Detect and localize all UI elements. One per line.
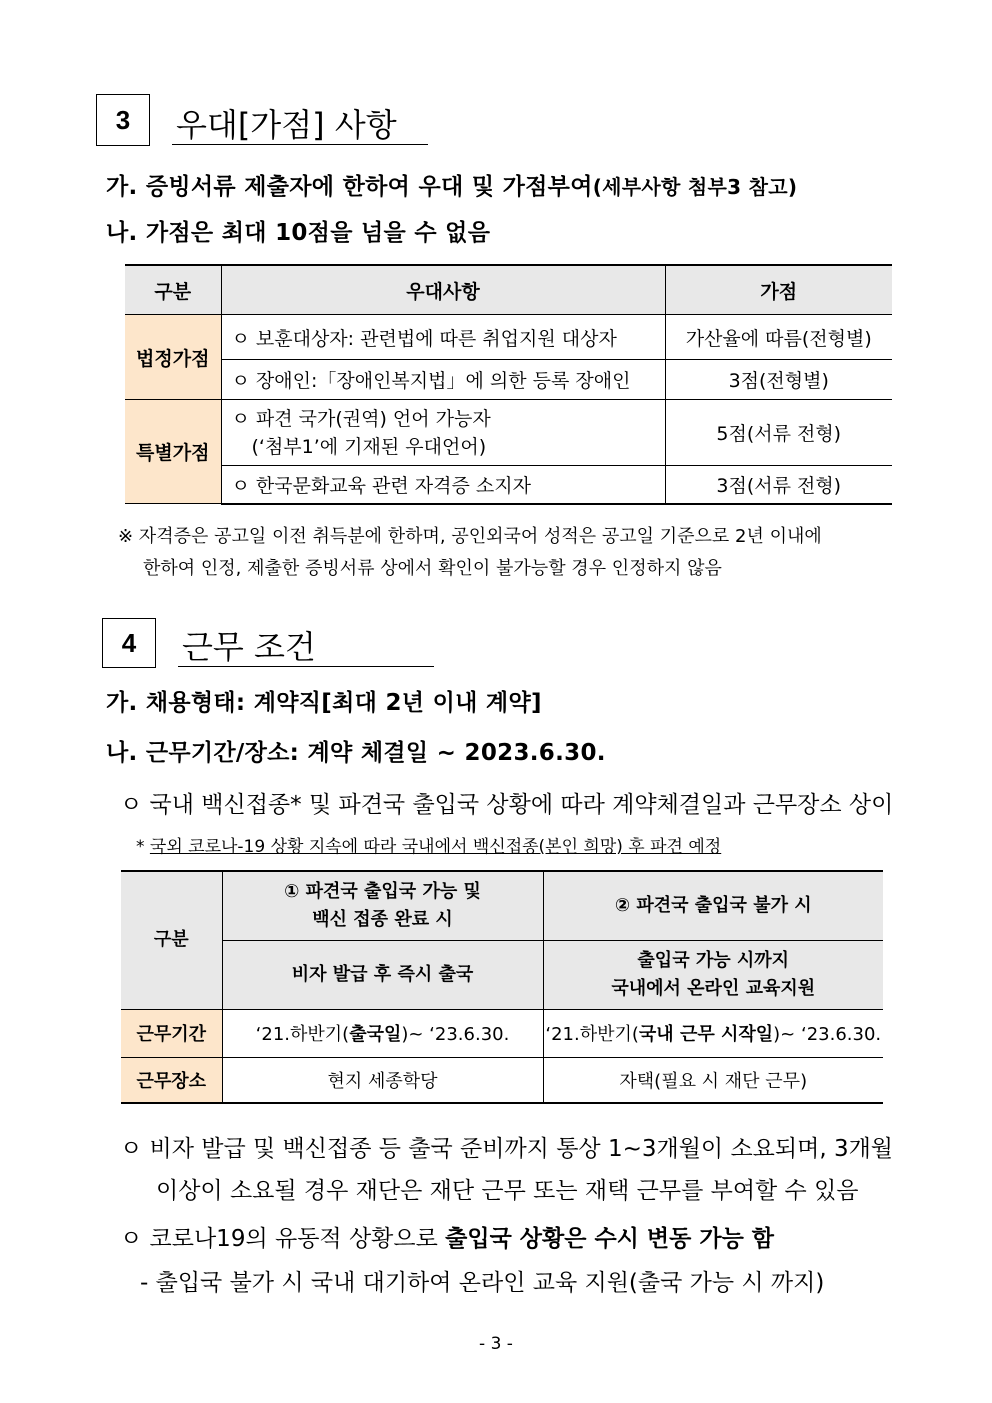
table-subheader-row	[121, 940, 883, 1009]
header-preference: 우대사항	[221, 265, 665, 315]
period-case-1-pre: ‘21.하반기(	[255, 1024, 350, 1045]
category-legal: 법정가점	[125, 315, 221, 400]
header-case-1-line2: 백신 접종 완료 시	[312, 908, 453, 930]
section-3-item-a	[106, 168, 797, 201]
header-case-1	[222, 871, 543, 940]
bullet-visa-line-1: ㅇ 비자 발급 및 백신접종 등 출국 준비까지 통상 1~3개월이 소요되며, 3개월	[120, 1136, 894, 1162]
section-4-title: 근무 조건	[182, 628, 316, 666]
footnote	[136, 832, 721, 857]
row-desc: ㅇ 장애인:「장애인복지법」에 의한 등록 장애인	[221, 360, 665, 400]
preference-table	[125, 264, 892, 505]
header-category: 구분	[125, 265, 221, 315]
subheader-case-2-line2: 국내에서 온라인 교육지원	[611, 977, 816, 999]
row-desc-line2: (‘첨부1’에 기재된 우대언어)	[251, 435, 487, 458]
location-case-1: 현지 세종학당	[222, 1057, 543, 1103]
section-3-underline	[172, 144, 428, 145]
row-points: 3점(서류 전형)	[665, 466, 892, 504]
bullet-covid-text: ㅇ 코로나19의 유동적 상황으로	[120, 1226, 446, 1252]
period-case-2-bold: 국내 근무 시작일	[638, 1024, 774, 1045]
table-row	[121, 1057, 883, 1103]
header-points: 가점	[665, 265, 892, 315]
row-points: 5점(서류 전형)	[665, 400, 892, 466]
location-case-2: 자택(필요 시 재단 근무)	[543, 1057, 883, 1103]
section-3-item-b: 나. 가점은 최대 10점을 넘을 수 없음	[106, 220, 491, 246]
subheader-case-2	[543, 940, 883, 1009]
footnote-text: 국외 코로나-19 상황 지속에 따라 국내에서 백신접종(본인 희망) 후 파견 예정	[149, 837, 722, 857]
table-header-row	[121, 871, 883, 940]
footnote-mark: *	[136, 837, 145, 857]
row-desc-line1: ㅇ 파견 국가(권역) 언어 가능자	[231, 407, 491, 430]
table-header-row	[125, 265, 892, 315]
table-row	[121, 1009, 883, 1057]
table-row	[125, 466, 892, 504]
bullet-covid-bold: 출입국 상황은 수시 변동 가능 함	[445, 1226, 775, 1252]
period-case-2	[543, 1009, 883, 1057]
item-a-text: 가. 증빙서류 제출자에 한하여 우대 및 가점부여	[106, 174, 593, 200]
section-4-item-b: 나. 근무기간/장소: 계약 체결일 ~ 2023.6.30.	[106, 740, 606, 766]
section-3-number: 3	[96, 94, 150, 146]
table-row	[125, 400, 892, 466]
period-case-2-pre: ‘21.하반기(	[545, 1024, 639, 1045]
row-desc: ㅇ 한국문화교육 관련 자격증 소지자	[221, 466, 665, 504]
table-row	[125, 315, 892, 360]
period-case-1-bold: 출국일	[349, 1024, 402, 1045]
section-4-number: 4	[102, 618, 156, 668]
row-desc: ㅇ 보훈대상자: 관련법에 따른 취업지원 대상자	[221, 315, 665, 360]
table-row	[125, 360, 892, 400]
category-special: 특별가점	[125, 400, 221, 504]
section-4-item-a: 가. 채용형태: 계약직[최대 2년 이내 계약]	[106, 690, 542, 716]
section-3-title: 우대[가점] 사항	[176, 106, 397, 144]
bullet-vaccine: ㅇ 국내 백신접종* 및 파견국 출입국 상황에 따라 계약체결일과 근무장소 상이	[120, 792, 894, 818]
period-case-2-post: )~ ‘23.6.30.	[773, 1024, 882, 1045]
row-desc	[221, 400, 665, 466]
page-number: - 3 -	[479, 1334, 513, 1354]
bullet-visa-line-2: 이상이 소요될 경우 재단은 재단 근무 또는 재택 근무를 부여할 수 있음	[156, 1178, 859, 1204]
subheader-case-1: 비자 발급 후 즉시 출국	[222, 940, 543, 1009]
section-4-underline	[178, 666, 434, 667]
note-line-2: 한하여 인정, 제출한 증빙서류 상에서 확인이 불가능할 경우 인정하지 않음	[143, 558, 722, 579]
category-location: 근무장소	[121, 1057, 222, 1103]
bullet-covid	[120, 1220, 774, 1253]
work-conditions-table	[121, 870, 883, 1104]
header-case-2: ② 파견국 출입국 불가 시	[543, 871, 883, 940]
item-a-suffix: (세부사항 첨부3 참고)	[592, 175, 798, 199]
row-points: 가산율에 따름(전형별)	[665, 315, 892, 360]
category-period: 근무기간	[121, 1009, 222, 1057]
period-case-1	[222, 1009, 543, 1057]
row-points: 3점(전형별)	[665, 360, 892, 400]
dash-online-support: - 출입국 불가 시 국내 대기하여 온라인 교육 지원(출국 가능 시 까지)	[140, 1270, 825, 1296]
note-line-1: ※ 자격증은 공고일 이전 취득분에 한하며, 공인외국어 성적은 공고일 기준으로 2년 이내에	[118, 526, 822, 547]
header-case-1-line1: ① 파견국 출입국 가능 및	[284, 880, 481, 902]
header-category: 구분	[121, 871, 222, 1009]
subheader-case-2-line1: 출입국 가능 시까지	[637, 949, 790, 971]
period-case-1-post: )~ ‘23.6.30.	[401, 1024, 510, 1045]
